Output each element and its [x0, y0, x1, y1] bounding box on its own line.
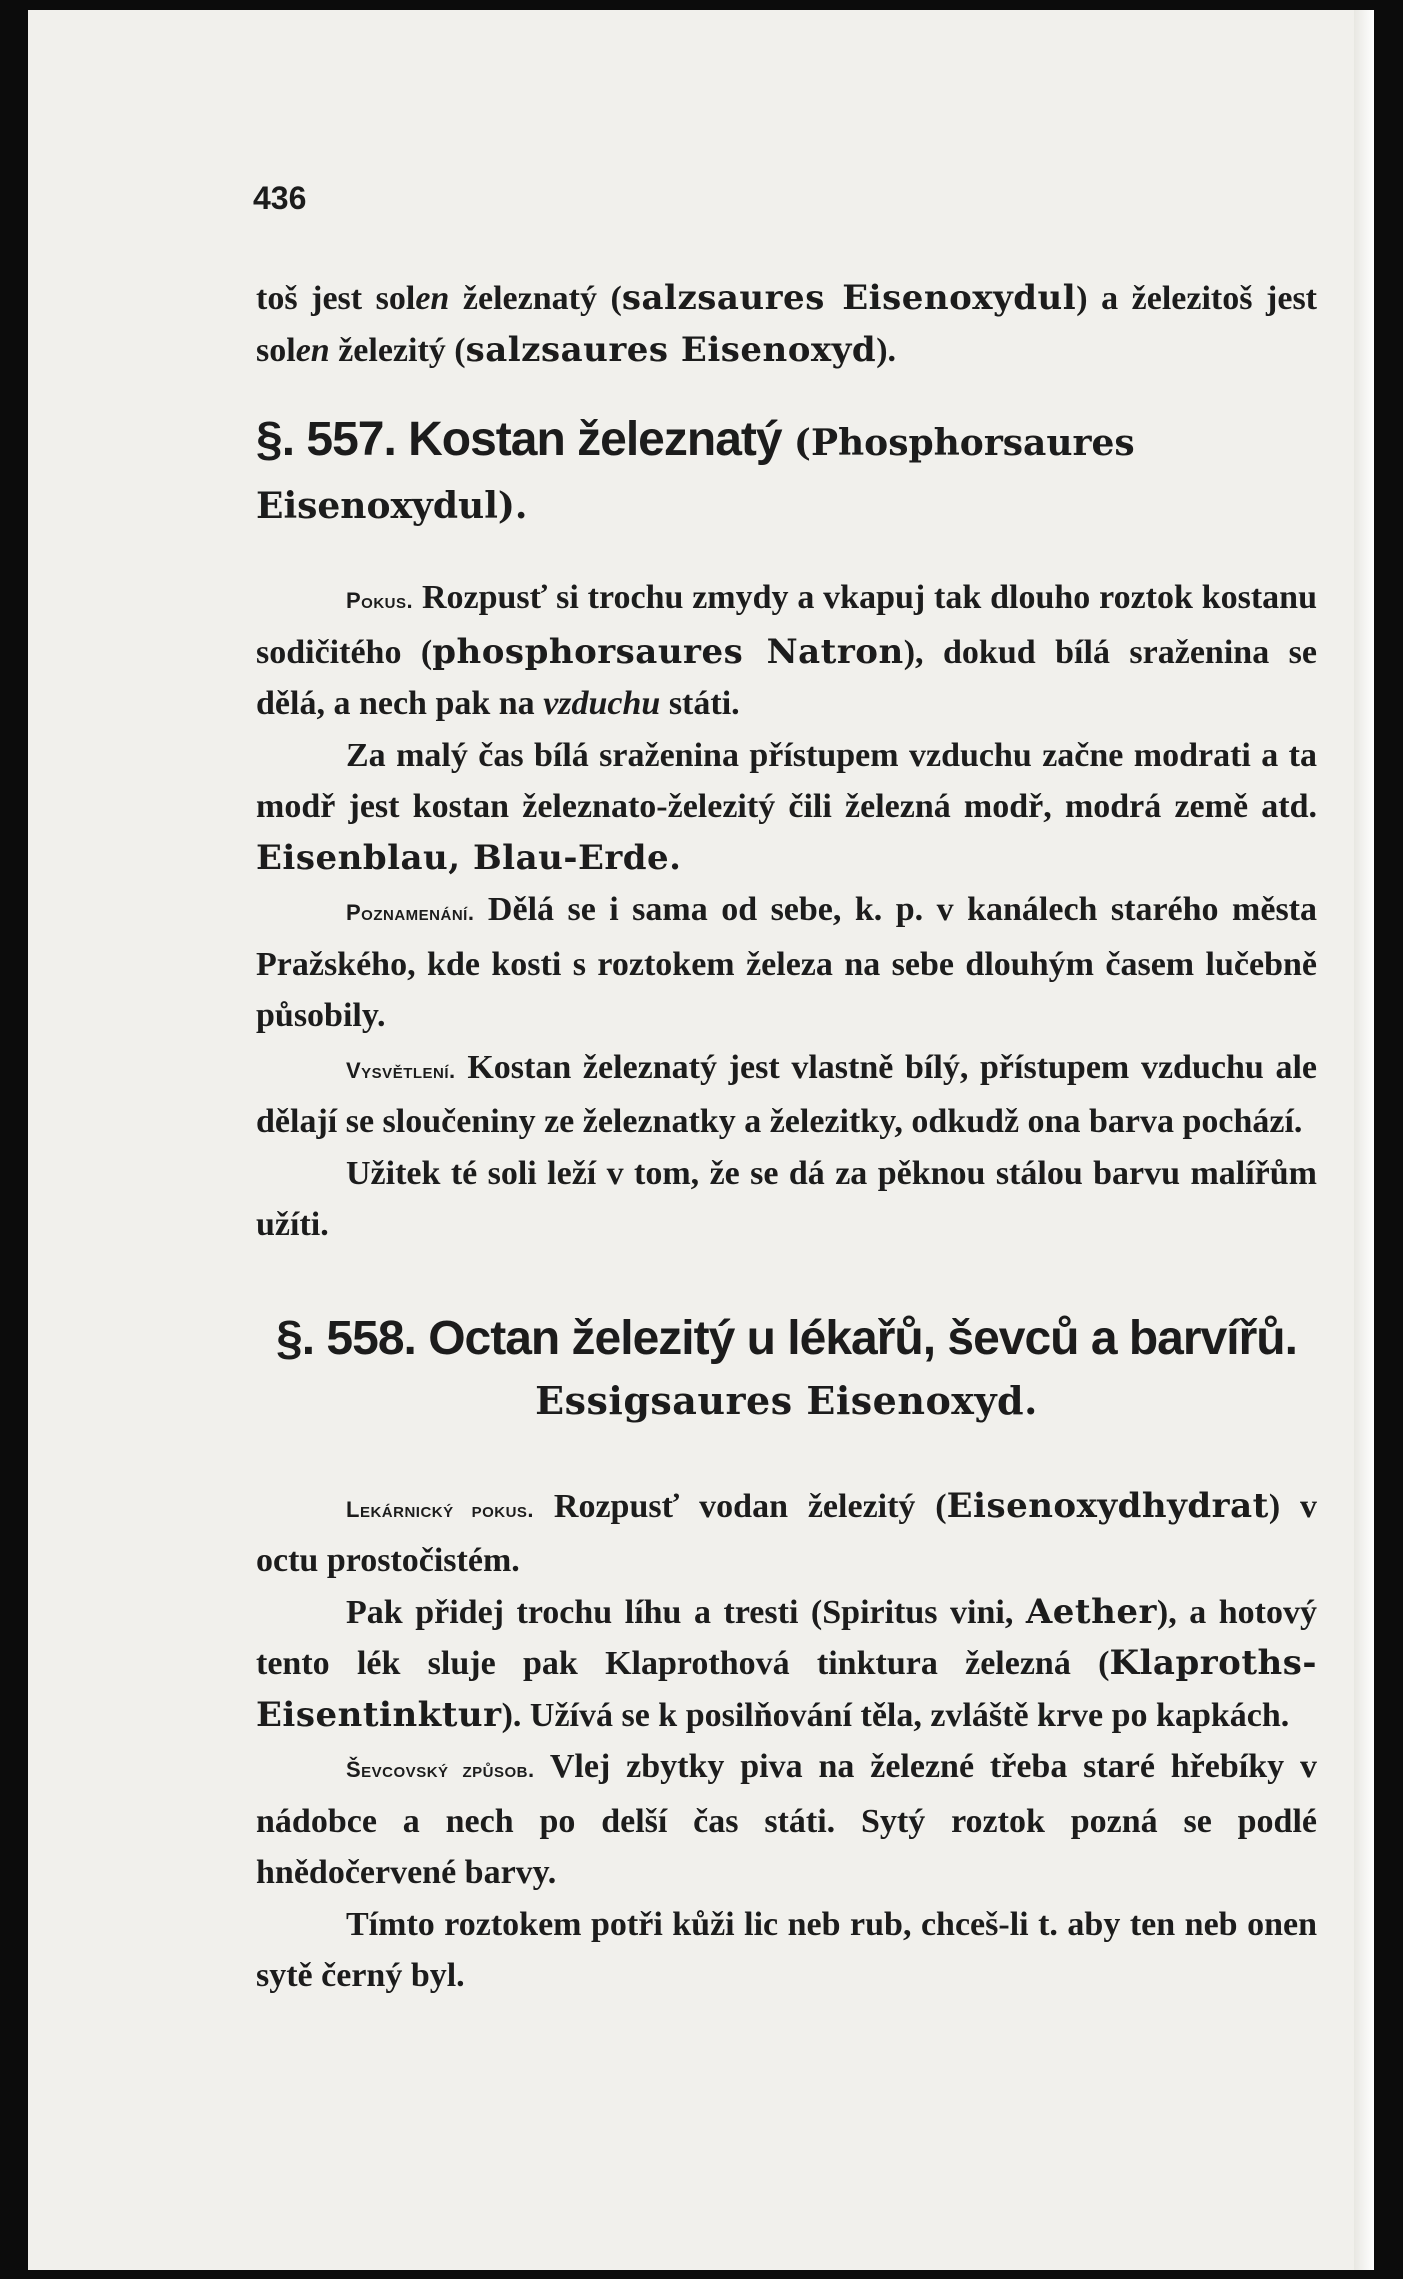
paragraph-modr: Za malý čas bílá sraženina přístupem vzduchu začne modrati a ta modř jest kostan železnato-železitý čili železná modř, modrá země atd. Eisenblau, Blau-Erde. — [256, 736, 1317, 878]
runin-label: Pokus. — [346, 588, 414, 613]
paragraph-lekarnicky: Lekárnický pokus. Rozpusť vodan železitý (Eisenoxydhydrat) v octu prostočistém. — [256, 1485, 1317, 1579]
paragraph-sevcovsky: Ševcovský způsob. Vlej zbytky piva na železné třeba staré hřebíky v nádobce a nech po delší čas státi. Sytý roztok pozná se podlé hnědočervené barvy. — [256, 1748, 1317, 1891]
section-558-heading: §. 558. Octan železitý u lékařů, ševců a barvířů. — [276, 1311, 1297, 1365]
paragraph-vysvetleni: Vysvětlení. Kostan železnatý jest vlastně bílý, přístupem vzduchu ale dělají se sloučeniny ze železnatky a železitky, odkudž ona barva pochází. — [256, 1048, 1317, 1140]
runin-label: Poznamenání. — [346, 900, 475, 925]
page-content — [253, 180, 1318, 2002]
section-558-subtitle: Essigsaures Eisenoxyd. — [535, 1377, 1038, 1423]
paragraph-uzitek: Užitek té soli leží v tom, že se dá za pěknou stálou barvu malířům užíti. — [256, 1154, 1317, 1243]
page-number: 436 — [253, 180, 307, 216]
paragraph-intro: toš jest solen železnatý (salzsaures Eisenoxydul) a železitoš jest solen železitý (salzsaures Eisenoxyd). — [256, 278, 1317, 370]
section-557-heading: §. 557. Kostan železnatý (Phosphorsaures Eisenoxydul). — [256, 413, 1135, 527]
runin-label: Lekárnický pokus. — [346, 1496, 535, 1522]
paragraph-pokus: Pokus. Rozpusť si trochu zmydy a vkapuj tak dlouho roztok kostanu sodičitého (phosphorsaures Natron), dokud bílá sraženina se dělá, a nech pak na vzduchu státi. — [256, 579, 1318, 722]
book-page — [28, 10, 1374, 2270]
runin-label: Vysvětlení. — [346, 1057, 456, 1083]
paragraph-poznamenani: Poznamenání. Dělá se i sama od sebe, k. p. v kanálech starého města Pražského, kde kosti s roztokem železa na sebe dlouhým časem lučebně působily. — [256, 891, 1317, 1034]
runin-label: Ševcovský způsob. — [346, 1757, 535, 1782]
paragraph-timto: Tímto roztokem potři kůži lic neb rub, chceš-li t. aby ten neb onen sytě černý byl. — [256, 1905, 1317, 1994]
paragraph-pak: Pak přidej trochu líhu a tresti (Spiritus vini, Aether), a hotový tento lék sluje pak Klaprothová tinktura železná (Klaproths-Eisentinktur). Užívá se k posilňování těla, zvláště krve po kapkách. — [256, 1591, 1317, 1735]
page-edge — [1354, 10, 1374, 2270]
